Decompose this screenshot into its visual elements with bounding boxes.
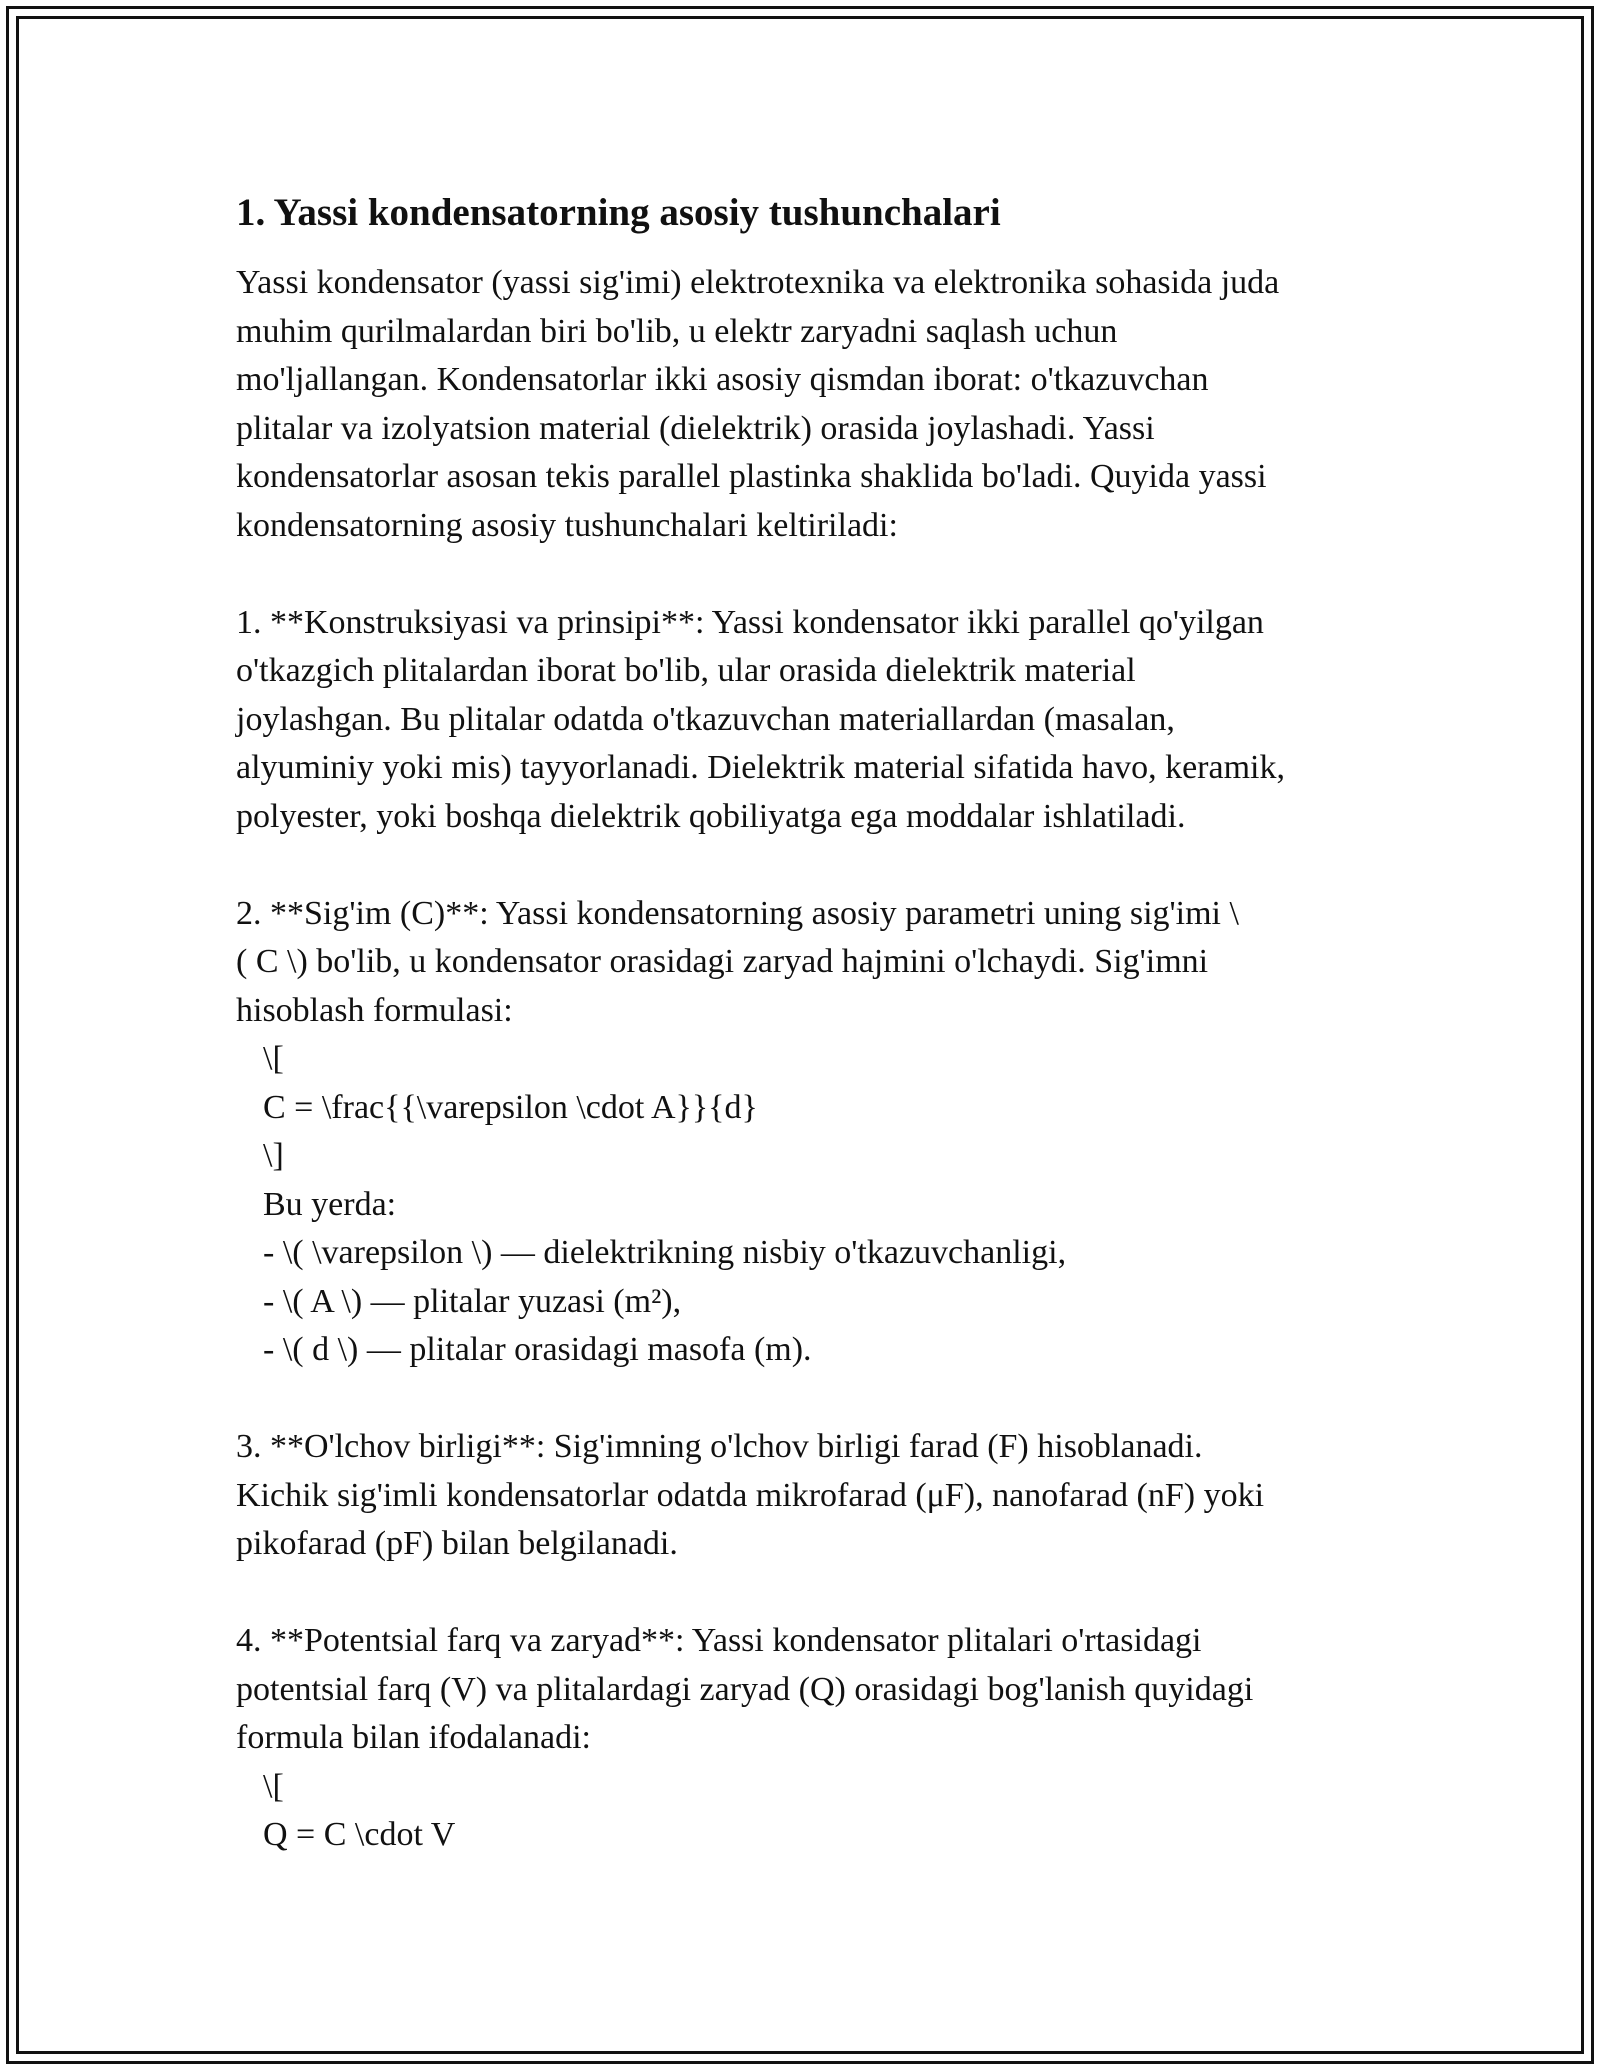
document-body (236, 187, 1376, 1860)
text-line: Kichik sig'imli kondensatorlar odatda mikrofarad (μF), nanofarad (nF) yoki (236, 1476, 1265, 1514)
text-line: 4. **Potentsial farq va zaryad**: Yassi kondensator plitalari o'rtasidagi (236, 1622, 1202, 1659)
text-line: plitalar va izolyatsion material (dielektrik) orasida joylashadi. Yassi (236, 409, 1155, 447)
intro-paragraph (236, 259, 1376, 550)
paragraph-spacer (236, 1569, 1376, 1618)
definition-line: - \( \varepsilon \) — dielektrikning nisbiy o'tkazuvchanligi, (263, 1234, 1067, 1271)
text-line: kondensatorning asosiy tushunchalari keltiriladi: (236, 506, 898, 544)
text-line: formula bilan ifodalanadi: (236, 1719, 591, 1756)
formula-line: \] (263, 1137, 284, 1174)
text-line: alyuminiy yoki mis) tayyorlanadi. Dielektrik material sifatida havo, keramik, (236, 749, 1285, 786)
text-line: 3. **O'lchov birligi**: Sig'imning o'lchov birligi farad (F) hisoblanadi. (236, 1428, 1203, 1465)
text-line: Yassi kondensator (yassi sig'imi) elektrotexnika va elektronika sohasida juda (236, 264, 1280, 301)
formula-line: Q = C \cdot V (263, 1816, 456, 1853)
formula-line: \[ (263, 1040, 284, 1077)
list-item-construction (236, 599, 1376, 842)
text-line: 1. **Konstruksiyasi va prinsipi**: Yassi kondensator ikki parallel qo'yilgan (236, 603, 1264, 641)
formula-line: \[ (263, 1767, 284, 1805)
paragraph-spacer (236, 841, 1376, 890)
text-line: pikofarad (pF) bilan belgilanadi. (236, 1525, 678, 1562)
text-line: kondensatorlar asosan tekis parallel plastinka shaklida bo'ladi. Quyida yassi (236, 458, 1267, 495)
text-line: joylashgan. Bu plitalar odatda o'tkazuvchan materiallardan (masalan, (236, 700, 1175, 738)
text-line: muhim qurilmalardan biri bo'lib, u elektr zaryadni saqlash uchun (236, 312, 1118, 350)
text-line: mo'ljallangan. Kondensatorlar ikki asosiy qismdan iborat: o'tkazuvchan (236, 361, 1209, 398)
text-line: o'tkazgich plitalardan iborat bo'lib, ular orasida dielektrik material (236, 652, 1136, 689)
formula-line: C = \frac{{\varepsilon \cdot A}}{d} (263, 1088, 758, 1126)
list-item-units (236, 1423, 1376, 1569)
text-line: Bu yerda: (263, 1185, 397, 1223)
text-line: polyester, yoki boshqa dielektrik qobiliyatga ega moddalar ishlatiladi. (236, 797, 1186, 835)
text-line: ( C \) bo'lib, u kondensator orasidagi zaryad hajmini o'lchaydi. Sig'imni (236, 943, 1209, 980)
section-heading: 1. Yassi kondensatorning asosiy tushunchalari (236, 191, 1001, 234)
text-line: hisoblash formulasi: (236, 991, 513, 1029)
text-line: 2. **Sig'im (C)**: Yassi kondensatorning asosiy parametri uning sig'imi \ (236, 894, 1239, 932)
text-line: potentsial farq (V) va plitalardagi zaryad (Q) orasidagi bog'lanish quyidagi (236, 1670, 1254, 1708)
list-item-potential (236, 1617, 1376, 1860)
paragraph-spacer (236, 1375, 1376, 1424)
paragraph-spacer (236, 550, 1376, 599)
definition-line: - \( A \) — plitalar yuzasi (m²), (263, 1282, 682, 1320)
definition-line: - \( d \) — plitalar orasidagi masofa (m). (263, 1331, 812, 1368)
list-item-capacitance (236, 890, 1376, 1375)
